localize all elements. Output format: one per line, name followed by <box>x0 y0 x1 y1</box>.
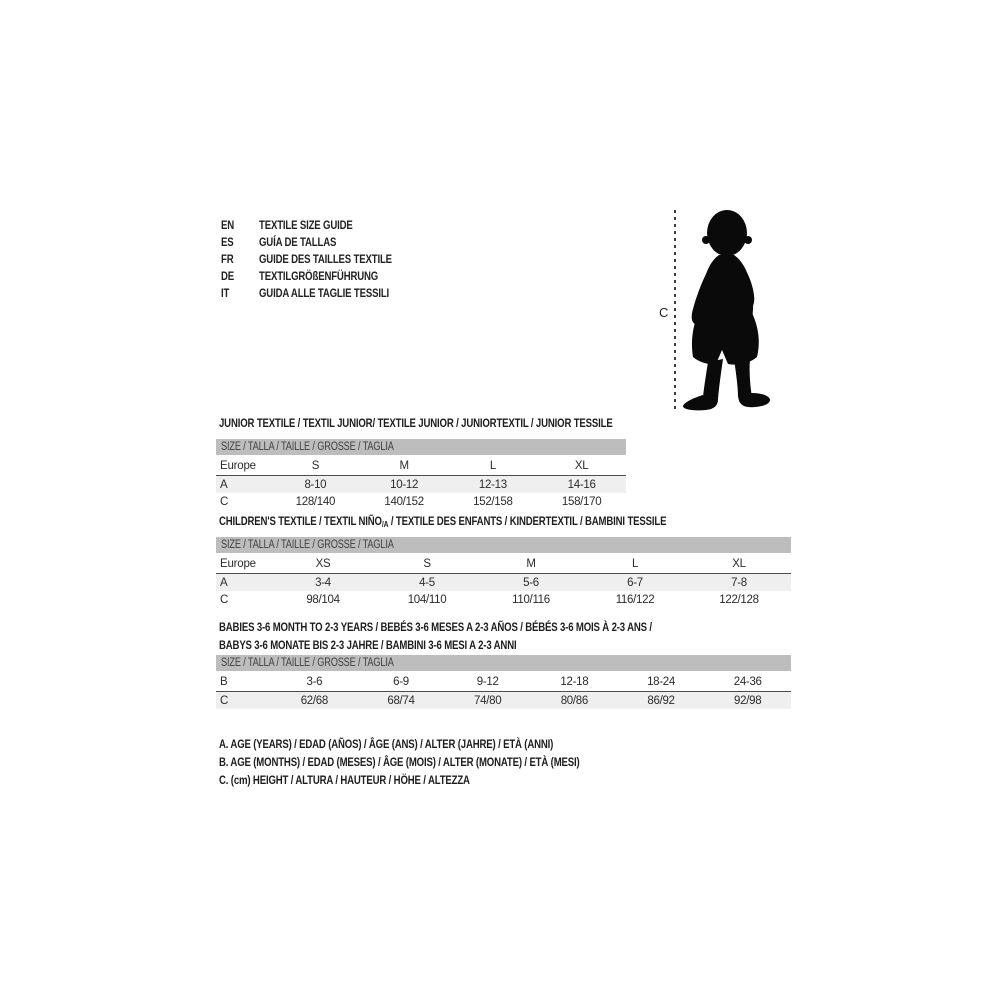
size-header-label: SIZE / TALLA / TAILLE / GRÖSSE / TAGLIA <box>221 441 394 453</box>
legend-line-b: B. AGE (MONTHS) / EDAD (MESES) / ÂGE (MOIS) / ALTER (MONATE) / ETÀ (MESI) <box>219 755 580 769</box>
table-cells <box>271 577 791 589</box>
legend-line-c: C. (cm) HEIGHT / ALTURA / HAUTEUR / HÖHE / ALTEZZA <box>219 773 470 787</box>
section-title-children: CHILDREN'S TEXTILE / TEXTIL NIÑO/A / TEXTILE DES ENFANTS / KINDERTEXTIL / BAMBINI TESSILE <box>219 514 667 529</box>
language-code: DE <box>221 268 235 283</box>
table-cell: 68/74 <box>387 694 415 707</box>
children-size-table <box>216 537 791 609</box>
height-measure-label: C <box>659 305 669 320</box>
table-cell: 9-12 <box>476 676 499 688</box>
table-cell: 18-24 <box>647 676 675 688</box>
table-cell: 3-4 <box>315 576 331 589</box>
row-label: Europe <box>220 558 256 570</box>
row-label: C <box>220 496 229 508</box>
table-cells <box>271 496 626 508</box>
language-row <box>221 267 425 284</box>
row-label: Europe <box>220 460 256 472</box>
table-cell: 5-6 <box>523 576 539 589</box>
table-cell: 80/86 <box>560 694 588 707</box>
language-label: GUIDE DES TAILLES TEXTILE <box>259 251 392 266</box>
size-header-label: SIZE / TALLA / TAILLE / GRÖSSE / TAGLIA <box>221 539 394 551</box>
language-code: IT <box>221 285 230 300</box>
table-cells <box>271 695 791 707</box>
table-cell: 14-16 <box>567 478 596 491</box>
nino-a-subscript: /A <box>381 519 389 529</box>
table-cell: 6-7 <box>627 576 643 589</box>
table-cell: L <box>489 460 496 472</box>
row-label: C <box>220 594 229 606</box>
table-cell: 24-36 <box>733 676 762 688</box>
table-cell: 10-12 <box>390 478 419 491</box>
language-label: GUÍA DE TALLAS <box>259 234 337 249</box>
table-cell: 7-8 <box>731 576 747 589</box>
table-cell: 92/98 <box>734 694 762 707</box>
language-label: TEXTILGRÖßENFÜHRUNG <box>259 268 379 283</box>
table-row-age <box>216 573 791 591</box>
table-cells <box>271 558 791 570</box>
row-label: A <box>220 478 228 491</box>
language-row <box>221 284 425 301</box>
table-cell: S <box>423 558 431 570</box>
table-cell: 4-5 <box>419 576 435 589</box>
table-cell: XS <box>315 558 331 570</box>
language-label: GUIDA ALLE TAGLIE TESSILI <box>259 285 390 300</box>
table-cell: 98/104 <box>306 594 340 606</box>
table-cell: XL <box>732 558 746 570</box>
language-row <box>221 216 425 233</box>
babies-size-table <box>216 655 791 709</box>
table-cell: 62/68 <box>300 694 328 707</box>
measure-legend <box>219 737 670 791</box>
table-cell: 140/152 <box>384 496 424 508</box>
size-header-bar <box>216 537 791 553</box>
language-code: EN <box>221 217 235 232</box>
table-cells <box>271 594 791 606</box>
size-header-label: SIZE / TALLA / TAILLE / GRÖSSE / TAGLIA <box>221 657 394 669</box>
table-row-europe <box>216 457 626 475</box>
table-row-europe <box>216 555 791 573</box>
section-title-babies: BABIES 3-6 MONTH TO 2-3 YEARS / BEBÉS 3-6 MESES A 2-3 AÑOS / BÉBÉS 3-6 MOIS À 2-3 ANS / BABYS 3-6 MONATE BIS 2-3 JAHRE / BAMBINI 3-6 MESI A 2-3 ANNI <box>219 620 652 652</box>
language-row <box>221 250 425 267</box>
table-cell: XL <box>574 460 589 472</box>
table-row-height <box>216 691 791 709</box>
table-cell: 12-18 <box>560 676 589 688</box>
height-dashed-line <box>674 210 676 409</box>
language-title-list <box>221 216 425 301</box>
table-cell: S <box>311 460 320 472</box>
table-cell: 74/80 <box>474 694 502 707</box>
table-cells <box>271 460 626 472</box>
language-code: FR <box>221 251 234 266</box>
table-cells <box>271 676 791 688</box>
table-cell: 152/158 <box>473 496 513 508</box>
section-title-junior: JUNIOR TEXTILE / TEXTIL JUNIOR/ TEXTILE JUNIOR / JUNIORTEXTIL / JUNIOR TESSILE <box>219 416 613 430</box>
legend-line-a: A. AGE (YEARS) / EDAD (AÑOS) / ÂGE (ANS) / ALTER (JAHRE) / ETÀ (ANNI) <box>219 737 554 751</box>
table-cell: 3-6 <box>306 676 323 688</box>
table-cell: 12-13 <box>478 478 507 491</box>
table-cell: 8-10 <box>304 478 327 491</box>
row-label: C <box>220 694 229 707</box>
table-cells <box>271 479 626 491</box>
table-cell: 110/116 <box>512 594 550 606</box>
toddler-silhouette-illustration <box>678 207 776 411</box>
row-label: B <box>220 676 228 688</box>
table-cell: 122/128 <box>719 594 759 606</box>
table-row-height <box>216 591 791 609</box>
table-cell: 158/170 <box>561 496 602 508</box>
table-cell: 128/140 <box>295 496 336 508</box>
language-row <box>221 233 425 250</box>
table-cell: 86/92 <box>647 694 675 707</box>
table-cell: M <box>399 460 409 472</box>
table-cell: 116/122 <box>615 594 655 606</box>
language-code: ES <box>221 234 234 249</box>
table-cell: M <box>526 558 536 570</box>
table-cell: 104/110 <box>407 594 447 606</box>
row-label: A <box>220 576 228 589</box>
table-row-height <box>216 493 626 511</box>
junior-size-table <box>216 439 626 511</box>
size-header-bar <box>216 655 791 671</box>
table-cell: L <box>631 558 639 570</box>
table-cell: 6-9 <box>393 676 409 688</box>
language-label: TEXTILE SIZE GUIDE <box>259 217 353 232</box>
table-row-age <box>216 475 626 493</box>
size-header-bar <box>216 439 626 455</box>
table-row-age-months <box>216 673 791 691</box>
